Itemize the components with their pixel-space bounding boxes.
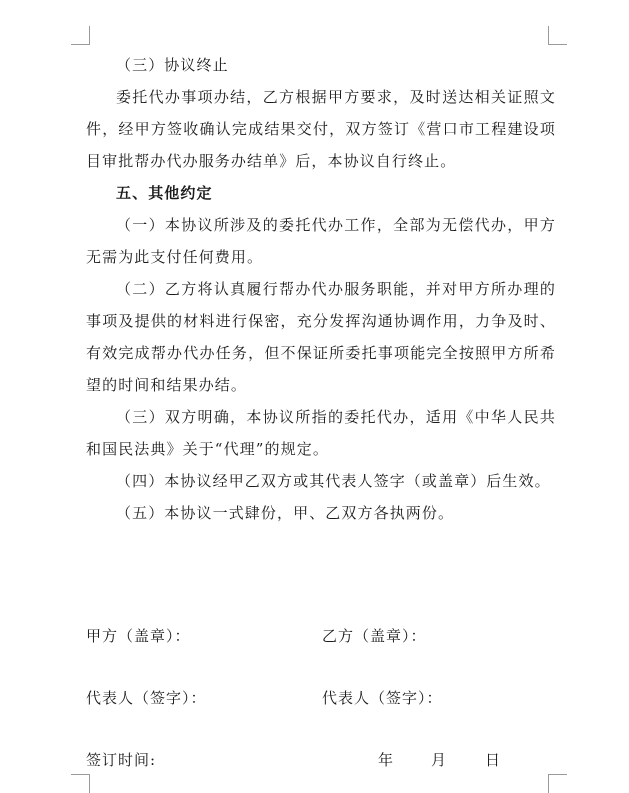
clause-3-title: （三）协议终止 [116,56,229,74]
party-a-seal-label: 甲方（盖章）： [86,627,191,645]
crop-mark-top-left [71,26,90,45]
clause-5-item-5: （五）本协议一式肆份，甲、乙双方各执两份。 [116,504,455,522]
crop-mark-bottom-left [71,774,90,793]
crop-mark-bottom-right [548,774,567,793]
date-year-label: 年 [378,751,395,769]
document-body [86,49,556,529]
clause-5-item-3: （三）双方明确，本协议所指的委托代办，适用《中华人民共和国民法典》关于“代理”的规定。 [86,408,556,458]
date-day-label: 日 [485,751,502,769]
date-month-label: 月 [431,751,448,769]
section-5-heading: 五、其他约定 [116,184,213,202]
crop-mark-top-right [548,26,567,45]
party-b-representative-label: 代表人（签字）： [322,689,443,707]
clause-5-item-4: （四）本协议经甲乙双方或其代表人签字（或盖章）后生效。 [116,472,551,490]
party-a-representative-label: 代表人（签字）： [86,689,207,707]
clause-3-text: 委托代办事项办结，乙方根据甲方要求，及时送达相关证照文件，经甲方签收确认完成结果交付，双方签订《营口市工程建设项目审批帮办代办服务办结单》后，本协议自行终止。 [86,88,556,170]
clause-5-item-2: （二）乙方将认真履行帮办代办服务职能，并对甲方所办理的事项及提供的材料进行保密，充分发挥沟通协调作用，力争及时、有效完成帮办代办任务，但不保证所委托事项能完全按照甲方所希望的时间和结果办结。 [86,280,556,394]
clause-5-item-1: （一）本协议所涉及的委托代办工作，全部为无偿代办，甲方无需为此支付任何费用。 [86,216,556,266]
signing-date-label: 签订时间: [86,751,157,769]
party-b-seal-label: 乙方（盖章）： [322,627,427,645]
